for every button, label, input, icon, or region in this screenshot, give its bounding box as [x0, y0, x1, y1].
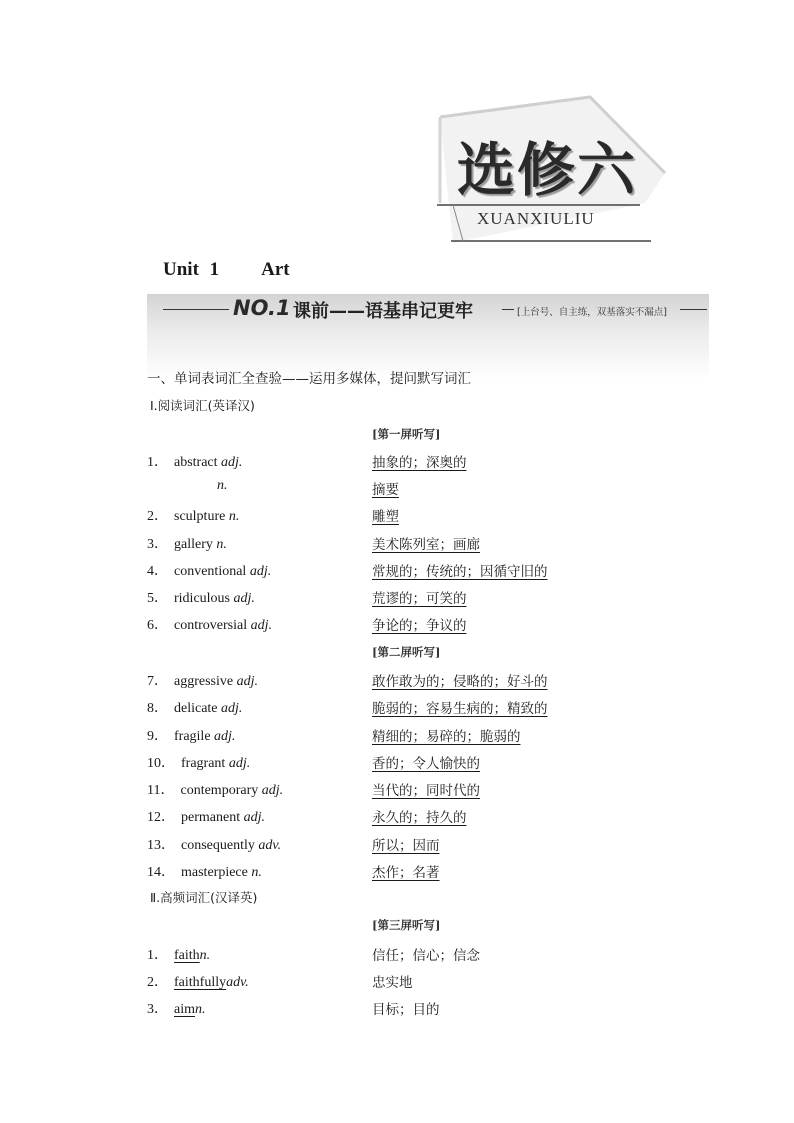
section-title: 一、单词表词汇全查验——运用多媒体，提问默写词汇: [147, 371, 471, 387]
vocab-meaning: 当代的；同时代的: [372, 783, 480, 799]
vocab-row: [0, 806, 794, 826]
vocab-word: 6． controversial adj.: [147, 618, 272, 633]
group-label-1: [第一屏听写]: [372, 427, 441, 441]
vocab-row: [0, 998, 794, 1018]
banner-rule-left: [163, 309, 229, 310]
vocab-row: [0, 697, 794, 717]
vocab-word: 5． ridiculous adj.: [147, 591, 255, 606]
unit-name: Art: [261, 259, 290, 280]
vocab-meaning: 敢作敢为的；侵略的；好斗的: [372, 674, 548, 690]
vocab-word: 2． faithfullyadv.: [147, 975, 249, 990]
vocab-meaning: 争论的；争议的: [372, 618, 467, 634]
volume-badge: [415, 95, 670, 255]
group-label-3: [第三屏听写]: [372, 918, 441, 932]
vocab-meaning: 雕塑: [372, 509, 399, 525]
banner-rule-mid: [502, 309, 514, 310]
vocab-word: 14． masterpiece n.: [147, 865, 262, 880]
vocab-row: [0, 505, 794, 525]
banner-rule-right: [680, 309, 707, 310]
vocab-row: [0, 779, 794, 799]
badge-subtitle: XUANXIULIU: [477, 209, 595, 228]
part2-title: Ⅱ.高频词汇(汉译英): [150, 890, 258, 905]
vocab-word: 1． faithn.: [147, 948, 211, 963]
vocab-word: 10． fragrant adj.: [147, 756, 251, 771]
vocab-row: [0, 560, 794, 580]
vocab-word: 4． conventional adj.: [147, 564, 272, 579]
vocab-meaning: 香的；令人愉快的: [372, 756, 480, 772]
vocab-word: 13． consequently adv.: [147, 838, 282, 853]
vocab-row: [0, 752, 794, 772]
vocab-meaning: 目标；目的: [372, 1002, 440, 1018]
vocab-meaning: 摘要: [372, 482, 399, 498]
badge-title: 选修六: [457, 136, 638, 204]
vocab-word: n.: [217, 478, 228, 493]
vocab-row: [0, 725, 794, 745]
vocab-meaning: 美术陈列室；画廊: [372, 537, 480, 553]
vocab-word: 11． contemporary adj.: [147, 783, 284, 798]
vocab-row: [0, 533, 794, 553]
banner-note: [上台号、自主练，双基落实不漏点]: [517, 307, 667, 318]
vocab-meaning: 常规的；传统的；因循守旧的: [372, 564, 548, 580]
vocab-row: [0, 670, 794, 690]
banner-number: NO.1: [233, 296, 291, 320]
vocab-meaning: 杰作；名著: [372, 865, 440, 881]
vocab-meaning: 忠实地: [372, 975, 413, 991]
part1-title: Ⅰ.阅读词汇(英译汉): [150, 398, 255, 413]
vocab-row: [0, 587, 794, 607]
vocab-word: 9． fragile adj.: [147, 729, 236, 744]
vocab-row: [0, 834, 794, 854]
unit-label: Unit 1: [163, 259, 220, 280]
vocab-meaning: 荒谬的；可笑的: [372, 591, 467, 607]
vocab-row: [0, 451, 794, 471]
vocab-row: [0, 478, 794, 498]
vocab-word: 8． delicate adj.: [147, 701, 243, 716]
vocab-word: 3． aimn.: [147, 1002, 206, 1017]
group-label-2: [第二屏听写]: [372, 645, 441, 659]
vocab-word: 12． permanent adj.: [147, 810, 265, 825]
vocab-row: [0, 971, 794, 991]
vocab-row: [0, 861, 794, 881]
vocab-meaning: 永久的；持久的: [372, 810, 467, 826]
vocab-row: [0, 944, 794, 964]
vocab-meaning: 所以；因而: [372, 838, 440, 854]
vocab-meaning: 抽象的；深奥的: [372, 455, 467, 471]
vocab-meaning: 精细的；易碎的；脆弱的: [372, 729, 521, 745]
vocab-meaning: 信任；信心；信念: [372, 948, 480, 964]
banner-heading: 课前——语基串记更牢: [293, 301, 473, 322]
vocab-word: 7． aggressive adj.: [147, 674, 258, 689]
unit-heading: [163, 259, 290, 281]
vocab-row: [0, 614, 794, 634]
vocab-word: 3． gallery n.: [147, 537, 227, 552]
vocab-word: 1． abstract adj.: [147, 455, 243, 470]
vocab-meaning: 脆弱的；容易生病的；精致的: [372, 701, 548, 717]
vocab-word: 2． sculpture n.: [147, 509, 240, 524]
